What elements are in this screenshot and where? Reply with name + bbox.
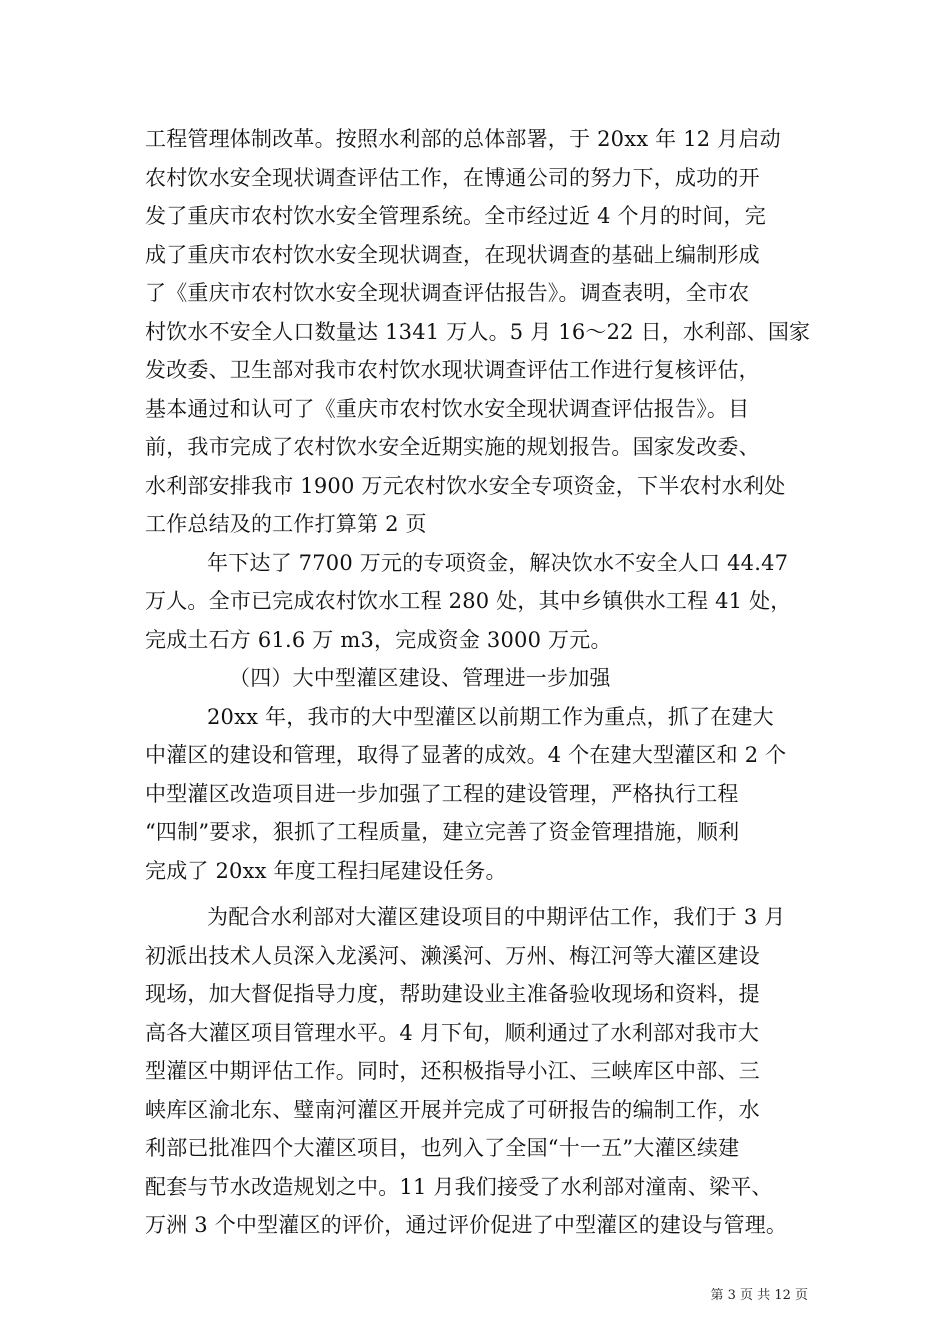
paragraph-line: 型灌区中期评估工作。同时，还积极指导小江、三峡库区中部、三 <box>145 1059 760 1083</box>
paragraph-line: 万人。全市已完成农村饮水工程 280 处，其中乡镇供水工程 41 处， <box>145 589 792 613</box>
page-number-footer: 第 3 页 共 12 页 <box>710 1288 808 1303</box>
paragraph-line: 工程管理体制改革。按照水利部的总体部署，于 20xx 年 12 月启动 <box>145 127 781 151</box>
paragraph-line: 工作总结及的工作打算第 2 页 <box>145 512 427 536</box>
paragraph-line: 20xx 年，我市的大中型灌区以前期工作为重点，抓了在建大 <box>207 704 774 729</box>
paragraph-line: 初派出技术人员深入龙溪河、濑溪河、万州、梅江河等大灌区建设 <box>145 943 760 968</box>
paragraph-line: 发了重庆市农村饮水安全管理系统。全市经过近 4 个月的时间，完 <box>145 204 766 228</box>
paragraph-line: 基本通过和认可了《重庆市农村饮水安全现状调查评估报告》。目 <box>145 396 750 421</box>
paragraph-line: 村饮水不安全人口数量达 1341 万人。5 月 16～22 日，水利部、国家 <box>145 319 811 344</box>
paragraph-line: 了《重庆市农村饮水安全现状调查评估报告》。调查表明，全市农 <box>145 281 750 305</box>
paragraph-line: 高各大灌区项目管理水平。4 月下旬，顺利通过了水利部对我市大 <box>145 1020 760 1045</box>
paragraph-line: 中灌区的建设和管理，取得了显著的成效。4 个在建大型灌区和 2 个 <box>145 743 787 767</box>
section-heading: （四）大中型灌区建设、管理进一步加强 <box>229 666 611 690</box>
paragraph-line: 峡库区渝北东、璧南河灌区开展并完成了可研报告的编制工作，水 <box>145 1097 760 1122</box>
paragraph-line: 为配合水利部对大灌区建设项目的中期评估工作，我们于 3 月 <box>207 905 786 929</box>
document-body <box>145 120 815 1245</box>
paragraph-line: 成了重庆市农村饮水安全现状调查，在现状调查的基础上编制形成 <box>145 242 760 267</box>
paragraph-line: 利部已批准四个大灌区项目，也列入了全国“十一五”大灌区续建 <box>145 1136 740 1160</box>
paragraph-line: 农村饮水安全现状调查评估工作，在博通公司的努力下，成功的开 <box>145 165 760 190</box>
paragraph-line: 水利部安排我市 1900 万元农村饮水安全专项资金，下半农村水利处 <box>145 473 786 498</box>
paragraph-line: “四制”要求，狠抓了工程质量，建立完善了资金管理措施，顺利 <box>145 820 740 844</box>
paragraph-line: 完成了 20xx 年度工程扫尾建设任务。 <box>145 858 507 883</box>
paragraph-line: 万洲 3 个中型灌区的评价，通过评价促进了中型灌区的建设与管理。 <box>145 1213 788 1237</box>
paragraph-line: 完成土石方 61.6 万 m3，完成资金 3000 万元。 <box>145 627 612 652</box>
paragraph-line: 配套与节水改造规划之中。11 月我们接受了水利部对潼南、梁平、 <box>145 1174 773 1199</box>
paragraph-line: 中型灌区改造项目进一步加强了工程的建设管理，严格执行工程 <box>145 781 739 806</box>
paragraph-line: 现场，加大督促指导力度，帮助建设业主准备验收现场和资料，提 <box>145 982 760 1006</box>
paragraph-line: 发改委、卫生部对我市农村饮水现状调查评估工作进行复核评估， <box>145 358 760 382</box>
paragraph-spacer <box>145 890 815 898</box>
paragraph-line: 前，我市完成了农村饮水安全近期实施的规划报告。国家发改委、 <box>145 435 760 459</box>
paragraph-line: 年下达了 7700 万元的专项资金，解决饮水不安全人口 44.47 <box>207 550 789 575</box>
